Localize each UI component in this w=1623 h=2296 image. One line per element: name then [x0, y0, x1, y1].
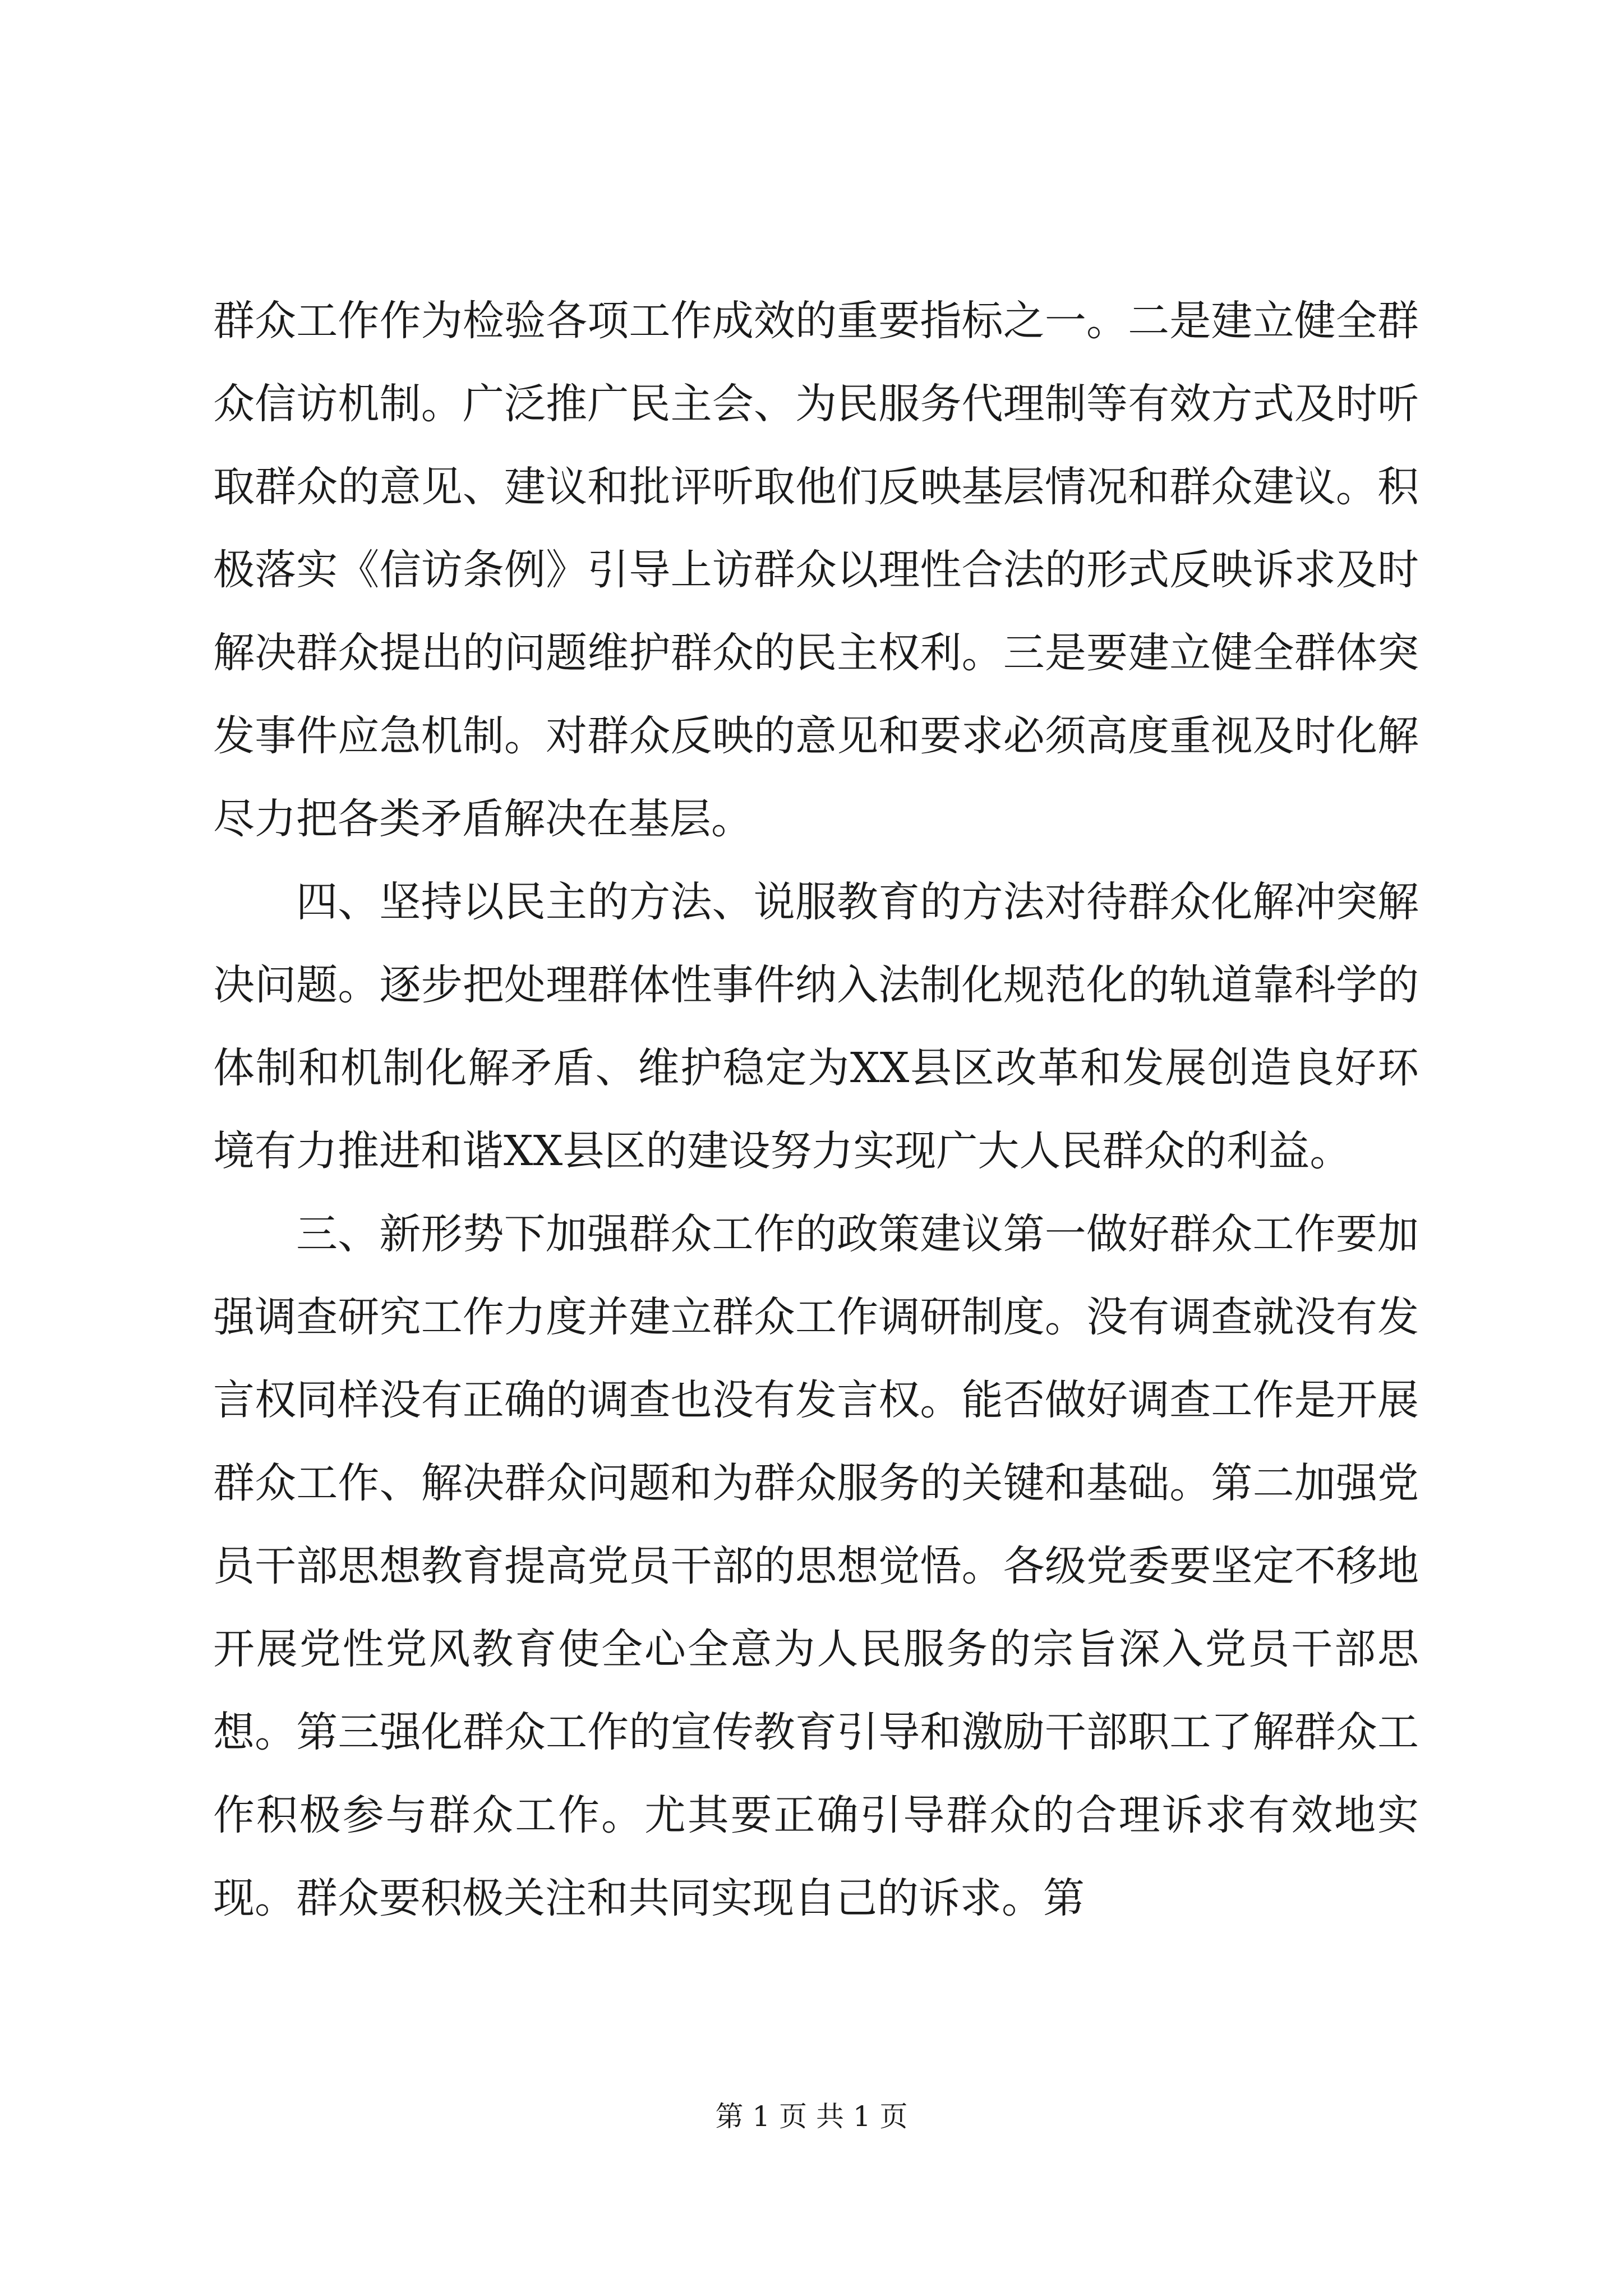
page-footer: 第 1 页 共 1 页 — [715, 2100, 908, 2133]
paragraph-3: 三、新形势下加强群众工作的政策建议第一做好群众工作要加强调查研究工作力度并建立群众工作调研制度。没有调查就没有发言权同样没有正确的调查也没有发言权。能否做好调查工作是开展群众工作、解决群众问题和为群众服务的关键和基础。第二加强党员干部思想教育提高党员干部的思想觉悟。各级党委要坚定不移地开展党性党风教育使全心全意为人民服务的宗旨深入党员干部思想。第三强化群众工作的宣传教育引导和激励干部职工了解群众工作积极参与群众工作。尤其要正确引导群众的合理诉求有效地实现。群众要积极关注和共同实现自己的诉求。第 — [213, 1210, 1419, 1922]
paragraph-2: 四、坚持以民主的方法、说服教育的方法对待群众化解冲突解决问题。逐步把处理群体性事件纳入法制化规范化的轨道靠科学的体制和机制化解矛盾、维护稳定为XX县区改革和发展创造良好环境有力推进和谐XX县区的建设努力实现广大人民群众的利益。 — [213, 878, 1419, 1175]
paragraph-1: 群众工作作为检验各项工作成效的重要指标之一。二是建立健全群众信访机制。广泛推广民主会、为民服务代理制等有效方式及时听取群众的意见、建议和批评听取他们反映基层情况和群众建议。积极落实《信访条例》引导上访群众以理性合法的形式反映诉求及时解决群众提出的问题维护群众的民主权利。三是要建立健全群体突发事件应急机制。对群众反映的意见和要求必须高度重视及时化解尽力把各类矛盾解决在基层。 — [213, 297, 1419, 843]
document-body — [213, 279, 1419, 1940]
